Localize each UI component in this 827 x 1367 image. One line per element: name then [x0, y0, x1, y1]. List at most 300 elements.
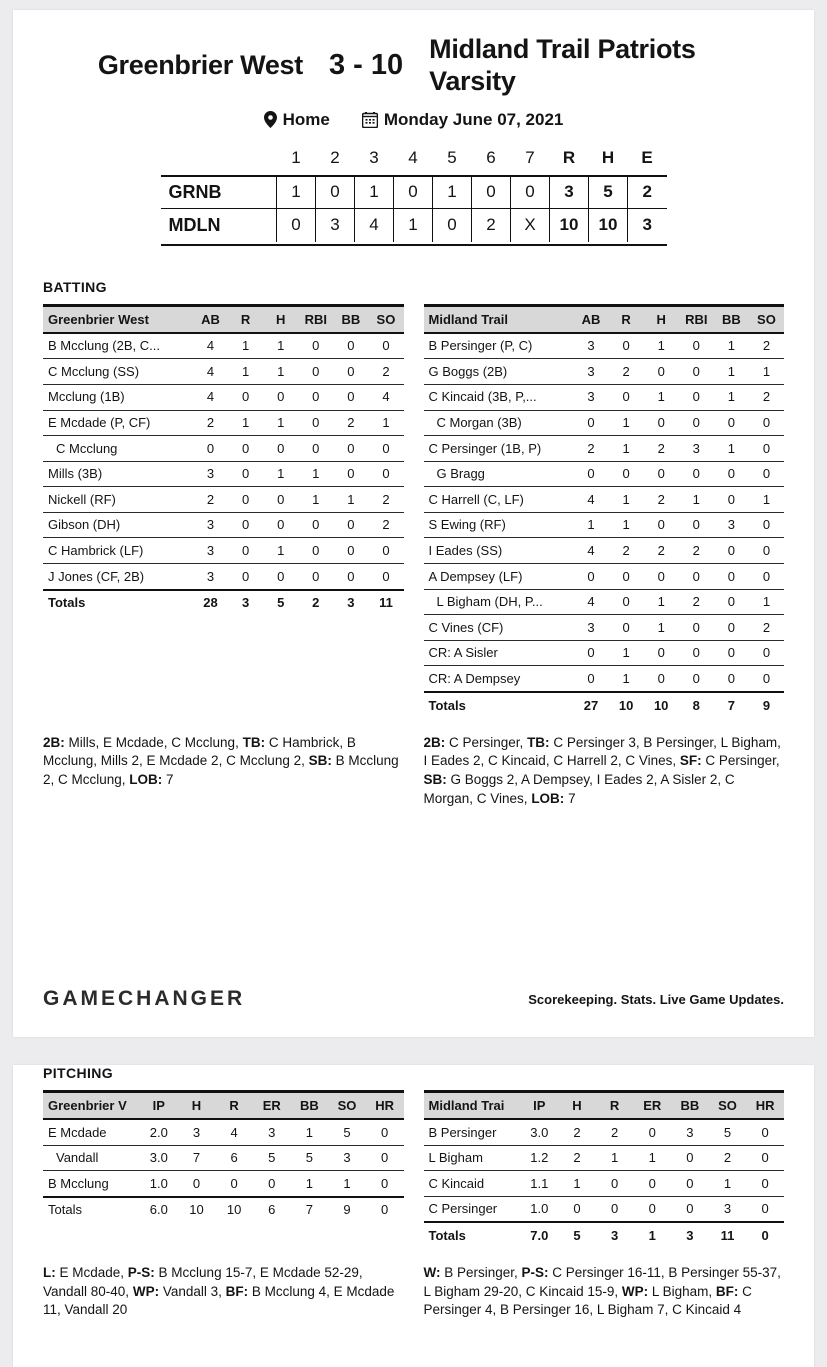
stat-cell: 0 — [366, 1119, 404, 1145]
stat-cell: 0 — [714, 615, 749, 641]
player-row — [424, 564, 785, 590]
stat-cell: 3.0 — [521, 1119, 559, 1145]
notes-bold-label: L: — [43, 1264, 56, 1280]
stat-cell: 0 — [644, 666, 679, 692]
stat-table-head — [424, 305, 785, 333]
stat-cell: 5 — [328, 1119, 366, 1145]
stat-cell: 2 — [558, 1119, 596, 1145]
notes-bold-label: BF: — [715, 1283, 739, 1299]
batting-home-panel — [424, 304, 785, 718]
team-column-header: Midland Trai — [424, 1092, 521, 1120]
stat-cell: 0 — [366, 1145, 404, 1171]
stat-column-header: AB — [193, 305, 228, 333]
stat-cell: 1 — [558, 1171, 596, 1197]
totals-stat-cell: 11 — [709, 1222, 747, 1248]
player-row — [43, 1119, 404, 1145]
stat-cell: 6 — [215, 1145, 253, 1171]
totals-stat-cell: 10 — [644, 692, 679, 718]
player-row — [43, 333, 404, 359]
stat-column-header: R — [609, 305, 644, 333]
away-team-name: Greenbrier West — [97, 49, 303, 80]
stat-cell: 1 — [609, 487, 644, 513]
stat-cell: 0 — [633, 1119, 671, 1145]
player-row — [424, 1196, 785, 1222]
totals-stat-cell: 7 — [714, 692, 749, 718]
player-name-cell: C Morgan (3B) — [424, 410, 574, 436]
stat-cell: 3 — [193, 461, 228, 487]
player-row — [424, 512, 785, 538]
home-team-name: Midland Trail Patriots Varsity — [429, 34, 696, 96]
notes-bold-label: P-S: — [521, 1264, 549, 1280]
linescore-column-header: 3 — [355, 143, 394, 176]
stat-cell: 0 — [253, 1171, 291, 1197]
player-row — [43, 1171, 404, 1197]
stat-cell: 1.0 — [521, 1196, 559, 1222]
linescore-column-header: 1 — [277, 143, 316, 176]
stat-cell: 0 — [215, 1171, 253, 1197]
stat-cell: 0 — [679, 410, 714, 436]
totals-stat-cell: 10 — [609, 692, 644, 718]
notes-text: 7 — [162, 771, 174, 787]
player-row — [424, 359, 785, 385]
notes-text: C Persinger 3, B Persinger, L Bigham, I Eades 2, C Kincaid, C Harrell 2, C Vines, — [423, 734, 781, 769]
stat-cell: 4 — [574, 589, 609, 615]
stat-cell: 0 — [609, 333, 644, 359]
stat-cell: 4 — [368, 384, 403, 410]
stat-table-body — [43, 333, 404, 616]
pitching-section-label: PITCHING — [43, 1065, 114, 1081]
player-row — [424, 640, 785, 666]
pitching-home-notes — [424, 1264, 785, 1320]
stat-cell: 1 — [609, 640, 644, 666]
stat-cell: 0 — [679, 666, 714, 692]
stat-table-head — [424, 1092, 785, 1120]
batting-notes-row — [43, 734, 784, 809]
stat-cell: 3 — [574, 615, 609, 641]
stat-column-header: BB — [714, 305, 749, 333]
notes-text: C Persinger 16-11, B Persinger 55-37, L Bigham 29-20, C Kincaid 15-9, — [423, 1264, 781, 1299]
stat-cell: 0 — [633, 1196, 671, 1222]
stat-column-header: RBI — [298, 305, 333, 333]
player-name-cell: C Mcclung (SS) — [43, 359, 193, 385]
notes-text: B Mcclung 15-7, E Mcdade 52-29, Vandall 80-40, — [43, 1264, 363, 1299]
stat-cell: 2 — [333, 410, 368, 436]
linescore-column-header: R — [550, 143, 589, 176]
linescore-inning-cell: 0 — [394, 176, 433, 209]
game-date-label: Monday June 07, 2021 — [383, 109, 564, 129]
linescore-inning-cell: 0 — [433, 209, 472, 242]
stat-cell: 0 — [178, 1171, 216, 1197]
player-name-cell: B Persinger (P, C) — [424, 333, 574, 359]
stat-cell: 0 — [263, 487, 298, 513]
notes-text: G Boggs 2, A Dempsey, I Eades 2, A Sisler 2, C Morgan, C Vines, — [423, 771, 735, 806]
stat-cell: 0 — [298, 436, 333, 462]
linescore-header-row — [161, 143, 667, 176]
stat-cell: 0 — [228, 538, 263, 564]
stat-cell: 0 — [714, 487, 749, 513]
notes-bold-label: WP: — [132, 1283, 160, 1299]
player-name-cell: C Mcclung — [43, 436, 193, 462]
stat-cell: 1 — [328, 1171, 366, 1197]
linescore-rhe-cell: 10 — [589, 209, 628, 242]
stat-cell: 0 — [298, 538, 333, 564]
totals-stat-cell: 3 — [596, 1222, 634, 1248]
stat-cell: 1 — [596, 1145, 634, 1171]
stat-header-row — [43, 1092, 404, 1120]
player-name-cell: C Persinger (1B, P) — [424, 436, 574, 462]
totals-stat-cell: 6.0 — [140, 1197, 178, 1223]
stat-cell: 1 — [644, 615, 679, 641]
player-row — [43, 538, 404, 564]
stat-table-body — [424, 333, 785, 718]
notes-text: C Persinger 4, B Persinger 16, L Bigham 7, C Kincaid 4 — [423, 1283, 752, 1318]
stat-cell: 3 — [679, 436, 714, 462]
stat-cell: 0 — [558, 1196, 596, 1222]
stat-cell: 4 — [193, 359, 228, 385]
stat-cell: 2 — [558, 1145, 596, 1171]
stat-cell: 0 — [644, 461, 679, 487]
stat-cell: 3 — [178, 1119, 216, 1145]
batting-away-panel — [43, 304, 404, 718]
player-row — [424, 666, 785, 692]
notes-text: B Mcclung 4, E Mcdade 11, Vandall 20 — [43, 1283, 395, 1318]
stat-cell: 3 — [253, 1119, 291, 1145]
linescore-corner-cell — [161, 143, 277, 176]
stat-cell: 0 — [609, 564, 644, 590]
player-row — [424, 589, 785, 615]
totals-row — [43, 1197, 404, 1223]
stat-cell: 4 — [215, 1119, 253, 1145]
game-location — [264, 110, 330, 130]
notes-text: 7 — [564, 790, 576, 806]
batting-home-notes — [424, 734, 785, 809]
totals-stat-cell: 5 — [558, 1222, 596, 1248]
stat-cell: 0 — [749, 436, 784, 462]
totals-stat-cell: 8 — [679, 692, 714, 718]
player-name-cell: C Kincaid (3B, P,... — [424, 384, 574, 410]
stat-cell: 1 — [263, 410, 298, 436]
notes-bold-label: SB: — [423, 771, 447, 787]
stat-cell: 0 — [263, 436, 298, 462]
totals-label-cell: Totals — [424, 1222, 521, 1248]
stat-cell: 0 — [714, 538, 749, 564]
totals-label-cell: Totals — [43, 590, 193, 616]
notes-text: B Persinger, — [440, 1264, 522, 1280]
player-row — [424, 333, 785, 359]
linescore-column-header: 4 — [394, 143, 433, 176]
player-row — [424, 615, 785, 641]
stat-cell: 0 — [714, 410, 749, 436]
stat-column-header: IP — [140, 1092, 178, 1120]
player-row — [43, 487, 404, 513]
stat-cell: 1.2 — [521, 1145, 559, 1171]
notes-bold-label: P-S: — [127, 1264, 155, 1280]
linescore-inning-cell: 0 — [277, 209, 316, 242]
stat-cell: 0 — [368, 564, 403, 590]
stat-cell: 1 — [609, 512, 644, 538]
stat-cell: 0 — [333, 538, 368, 564]
stat-cell: 0 — [679, 384, 714, 410]
notes-bold-label: TB: — [527, 734, 550, 750]
stat-cell: 1 — [333, 487, 368, 513]
stat-cell: 0 — [714, 589, 749, 615]
player-row — [43, 1145, 404, 1171]
player-name-cell: C Harrell (C, LF) — [424, 487, 574, 513]
stat-cell: 0 — [679, 564, 714, 590]
stat-column-header: R — [228, 305, 263, 333]
stat-cell: 3 — [328, 1145, 366, 1171]
stat-cell: 0 — [644, 410, 679, 436]
pitching-away-panel — [43, 1090, 404, 1248]
totals-stat-cell: 10 — [178, 1197, 216, 1223]
linescore-rhe-cell: 3 — [628, 209, 667, 242]
player-name-cell: I Eades (SS) — [424, 538, 574, 564]
stat-cell: 0 — [714, 666, 749, 692]
stat-cell: 2 — [709, 1145, 747, 1171]
stat-cell: 4 — [574, 487, 609, 513]
stat-column-header: ER — [633, 1092, 671, 1120]
player-name-cell: Mcclung (1B) — [43, 384, 193, 410]
notes-bold-label: 2B: — [43, 734, 65, 750]
player-name-cell: CR: A Sisler — [424, 640, 574, 666]
notes-bold-label: WP: — [621, 1283, 649, 1299]
stat-cell: 0 — [596, 1196, 634, 1222]
stat-cell: 2 — [679, 538, 714, 564]
linescore-rhe-cell: 3 — [550, 176, 589, 209]
stat-cell: 1 — [368, 410, 403, 436]
batting-section-label: BATTING — [43, 278, 107, 295]
stat-column-header: H — [178, 1092, 216, 1120]
stat-cell: 0 — [368, 333, 403, 359]
notes-bold-label: 2B: — [423, 734, 446, 750]
stat-cell: 0 — [746, 1171, 784, 1197]
stat-cell: 0 — [749, 461, 784, 487]
stat-cell: 0 — [749, 564, 784, 590]
stat-cell: 0 — [679, 512, 714, 538]
stat-cell: 1 — [633, 1145, 671, 1171]
player-row — [424, 436, 785, 462]
linescore-column-header: 7 — [511, 143, 550, 176]
stat-cell: 1 — [263, 538, 298, 564]
calendar-icon — [362, 112, 378, 128]
stat-cell: 2 — [644, 436, 679, 462]
linescore-row — [161, 176, 667, 209]
player-row — [43, 410, 404, 436]
stat-cell: 0 — [633, 1171, 671, 1197]
stat-cell: 0 — [609, 615, 644, 641]
stat-cell: 3 — [574, 384, 609, 410]
stat-cell: 3 — [193, 564, 228, 590]
stat-cell: 1 — [749, 589, 784, 615]
stat-cell: 0 — [644, 564, 679, 590]
linescore-rhe-cell: 10 — [550, 209, 589, 242]
linescore-column-header: 5 — [433, 143, 472, 176]
totals-stat-cell: 5 — [263, 590, 298, 616]
player-name-cell: L Bigham — [424, 1145, 521, 1171]
stat-cell: 0 — [298, 512, 333, 538]
linescore-column-header: 2 — [316, 143, 355, 176]
stat-cell: 0 — [574, 410, 609, 436]
stat-cell: 1.1 — [521, 1171, 559, 1197]
player-name-cell: G Boggs (2B) — [424, 359, 574, 385]
player-name-cell: C Persinger — [424, 1196, 521, 1222]
stat-column-header: H — [263, 305, 298, 333]
stat-cell: 1 — [263, 333, 298, 359]
totals-stat-cell: 3 — [671, 1222, 709, 1248]
notes-text: L Bigham, — [648, 1283, 716, 1299]
stat-cell: 0 — [714, 564, 749, 590]
stat-header-row — [424, 1092, 785, 1120]
stat-cell: 0 — [228, 461, 263, 487]
stat-cell: 2.0 — [140, 1119, 178, 1145]
stat-cell: 0 — [749, 640, 784, 666]
stat-cell: 0 — [298, 359, 333, 385]
notes-bold-label: SF: — [679, 753, 702, 769]
stat-cell: 2 — [679, 589, 714, 615]
stat-cell: 0 — [366, 1171, 404, 1197]
player-row — [424, 461, 785, 487]
linescore-inning-cell: 1 — [355, 176, 394, 209]
stat-cell: 3 — [574, 333, 609, 359]
linescore — [161, 143, 667, 246]
stat-cell: 3 — [709, 1196, 747, 1222]
notes-text: E Mcdade, — [55, 1264, 128, 1280]
stat-cell: 0 — [574, 640, 609, 666]
batting-away-table — [43, 304, 404, 616]
stat-column-header: BB — [671, 1092, 709, 1120]
player-name-cell: E Mcdade — [43, 1119, 140, 1145]
notes-text: C Persinger, — [701, 753, 780, 769]
linescore-team-cell: MDLN — [168, 214, 221, 235]
player-name-cell: C Vines (CF) — [424, 615, 574, 641]
player-name-cell: Mills (3B) — [43, 461, 193, 487]
notes-text: Mills, E Mcdade, C Mcclung, — [64, 734, 243, 750]
stat-cell: 0 — [679, 333, 714, 359]
stat-column-header: AB — [574, 305, 609, 333]
linescore-inning-cell: 4 — [355, 209, 394, 242]
player-row — [424, 487, 785, 513]
player-name-cell: CR: A Dempsey — [424, 666, 574, 692]
stat-cell: 5 — [709, 1119, 747, 1145]
stat-cell: 2 — [609, 359, 644, 385]
stat-cell: 1 — [574, 512, 609, 538]
stat-cell: 0 — [263, 384, 298, 410]
stat-cell: 1 — [644, 333, 679, 359]
totals-stat-cell: 9 — [749, 692, 784, 718]
player-row — [424, 1171, 785, 1197]
stat-cell: 7 — [178, 1145, 216, 1171]
totals-row — [424, 1222, 785, 1248]
player-row — [424, 384, 785, 410]
stat-table-head — [43, 1092, 404, 1120]
stat-column-header: ER — [253, 1092, 291, 1120]
player-row — [43, 436, 404, 462]
game-date — [362, 110, 564, 130]
player-row — [424, 410, 785, 436]
stat-cell: 1 — [679, 487, 714, 513]
stat-header-row — [43, 305, 404, 333]
totals-stat-cell: 1 — [633, 1222, 671, 1248]
totals-row — [424, 692, 785, 718]
stat-cell: 0 — [609, 589, 644, 615]
notes-bold-label: LOB: — [129, 771, 163, 787]
stat-cell: 5 — [253, 1145, 291, 1171]
stat-column-header: BB — [333, 305, 368, 333]
stat-cell: 0 — [574, 461, 609, 487]
stat-cell: 0 — [749, 410, 784, 436]
stat-column-header: SO — [709, 1092, 747, 1120]
stat-cell: 2 — [368, 487, 403, 513]
stat-cell: 0 — [298, 564, 333, 590]
stat-cell: 2 — [368, 512, 403, 538]
player-name-cell: J Jones (CF, 2B) — [43, 564, 193, 590]
notes-text: C Hambrick, B Mcclung, Mills 2, E Mcdade 2, C Mcclung 2, — [43, 734, 356, 769]
notes-text: Vandall 3, — [159, 1283, 226, 1299]
stat-column-header: SO — [328, 1092, 366, 1120]
linescore-section — [13, 143, 814, 251]
stat-cell: 0 — [228, 564, 263, 590]
stat-cell: 0 — [596, 1171, 634, 1197]
stat-cell: 4 — [574, 538, 609, 564]
stat-cell: 0 — [298, 333, 333, 359]
stat-cell: 0 — [714, 640, 749, 666]
totals-stat-cell: 2 — [298, 590, 333, 616]
linescore-rhe-cell: 5 — [589, 176, 628, 209]
stat-cell: 0 — [644, 640, 679, 666]
stat-cell: 1 — [714, 359, 749, 385]
stat-cell: 0 — [574, 564, 609, 590]
stat-cell: 0 — [228, 512, 263, 538]
stat-cell: 1 — [709, 1171, 747, 1197]
stat-cell: 1 — [263, 461, 298, 487]
stat-cell: 0 — [368, 538, 403, 564]
stat-cell: 0 — [228, 384, 263, 410]
team-column-header: Greenbrier V — [43, 1092, 140, 1120]
stat-column-header: BB — [291, 1092, 329, 1120]
linescore-row — [161, 209, 667, 242]
game-meta — [13, 110, 814, 130]
stat-column-header: HR — [366, 1092, 404, 1120]
stat-cell: 3 — [714, 512, 749, 538]
pitching-notes-row — [43, 1264, 784, 1320]
linescore-column-header: 6 — [472, 143, 511, 176]
stat-cell: 1 — [749, 359, 784, 385]
stat-cell: 2 — [368, 359, 403, 385]
linescore-inning-cell: 1 — [394, 209, 433, 242]
stat-cell: 1 — [291, 1119, 329, 1145]
notes-bold-label: SB: — [308, 753, 332, 769]
player-name-cell: C Hambrick (LF) — [43, 538, 193, 564]
location-pin-icon — [264, 111, 277, 128]
stat-cell: 1 — [228, 410, 263, 436]
stat-cell: 0 — [679, 640, 714, 666]
stat-cell: 0 — [749, 538, 784, 564]
stat-cell: 0 — [746, 1119, 784, 1145]
player-name-cell: G Bragg — [424, 461, 574, 487]
stat-column-header: IP — [521, 1092, 559, 1120]
stat-cell: 2 — [193, 410, 228, 436]
stat-cell: 1 — [644, 384, 679, 410]
totals-stat-cell: 9 — [328, 1197, 366, 1223]
totals-stat-cell: 7.0 — [521, 1222, 559, 1248]
linescore-inning-cell: 0 — [472, 176, 511, 209]
stat-column-header: SO — [749, 305, 784, 333]
footer-tagline: Scorekeeping. Stats. Live Game Updates. — [528, 991, 784, 1007]
pitching-card — [13, 1065, 814, 1367]
stat-column-header: R — [596, 1092, 634, 1120]
stat-cell: 0 — [298, 384, 333, 410]
player-row — [43, 384, 404, 410]
